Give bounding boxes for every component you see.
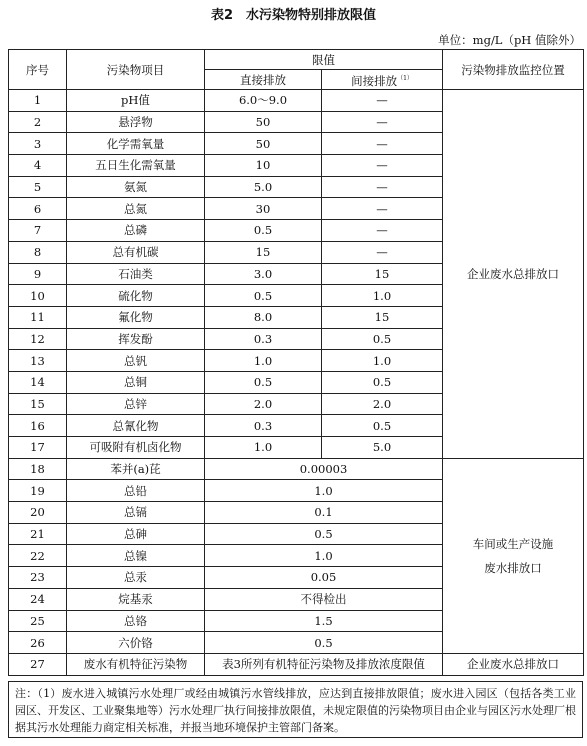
cell-no: 21 xyxy=(9,523,67,545)
cell-value: 0.5 xyxy=(205,632,443,654)
cell-item: 苯并(a)芘 xyxy=(67,458,205,480)
cell-item: 总有机碳 xyxy=(67,241,205,263)
cell-direct: 6.0～9.0 xyxy=(205,90,322,112)
cell-item: 悬浮物 xyxy=(67,111,205,133)
cell-no: 2 xyxy=(9,111,67,133)
cell-value: 1.0 xyxy=(205,480,443,502)
cell-item: 挥发酚 xyxy=(67,328,205,350)
cell-direct: 1.0 xyxy=(205,350,322,372)
cell-direct: 15 xyxy=(205,241,322,263)
cell-direct: 10 xyxy=(205,155,322,177)
header-indirect xyxy=(322,70,443,90)
cell-indirect: 0.5 xyxy=(322,328,443,350)
cell-direct: 8.0 xyxy=(205,306,322,328)
cell-indirect: 2.0 xyxy=(322,393,443,415)
cell-item: 五日生化需氧量 xyxy=(67,155,205,177)
cell-item: 总铬 xyxy=(67,610,205,632)
emission-limits-table xyxy=(8,49,584,676)
cell-direct: 0.5 xyxy=(205,285,322,307)
cell-item: 总氰化物 xyxy=(67,415,205,437)
header-indirect-label: 间接排放 xyxy=(351,73,398,88)
cell-indirect: 1.0 xyxy=(322,285,443,307)
cell-indirect: 0.5 xyxy=(322,415,443,437)
cell-value: 1.5 xyxy=(205,610,443,632)
cell-direct: 50 xyxy=(205,133,322,155)
cell-item: 总磷 xyxy=(67,220,205,242)
cell-indirect: 15 xyxy=(322,263,443,285)
header-row xyxy=(9,50,584,70)
cell-direct: 50 xyxy=(205,111,322,133)
cell-item: 可吸附有机卤化物 xyxy=(67,437,205,459)
cell-item: 总铅 xyxy=(67,480,205,502)
cell-item: 总镉 xyxy=(67,502,205,524)
cell-item: pH值 xyxy=(67,90,205,112)
header-limit: 限值 xyxy=(205,50,443,70)
cell-item: 总砷 xyxy=(67,523,205,545)
cell-no: 4 xyxy=(9,155,67,177)
cell-item: 总镍 xyxy=(67,545,205,567)
table-row xyxy=(9,90,584,112)
cell-no: 11 xyxy=(9,306,67,328)
cell-indirect: — xyxy=(322,198,443,220)
cell-direct: 1.0 xyxy=(205,437,322,459)
cell-item: 总铜 xyxy=(67,371,205,393)
cell-no: 27 xyxy=(9,653,67,675)
unit-label: 单位：mg/L（pH 值除外） xyxy=(438,33,581,47)
cell-no: 6 xyxy=(9,198,67,220)
cell-indirect: — xyxy=(322,155,443,177)
cell-no: 14 xyxy=(9,371,67,393)
cell-no: 17 xyxy=(9,437,67,459)
cell-item: 氨氮 xyxy=(67,176,205,198)
cell-item: 废水有机特征污染物 xyxy=(67,653,205,675)
cell-value: 0.00003 xyxy=(205,458,443,480)
cell-no: 12 xyxy=(9,328,67,350)
cell-no: 19 xyxy=(9,480,67,502)
cell-location-workshop-outlet xyxy=(443,458,584,653)
cell-no: 9 xyxy=(9,263,67,285)
cell-no: 15 xyxy=(9,393,67,415)
cell-item: 石油类 xyxy=(67,263,205,285)
cell-item: 总锌 xyxy=(67,393,205,415)
cell-item: 烷基汞 xyxy=(67,588,205,610)
cell-no: 18 xyxy=(9,458,67,480)
cell-no: 20 xyxy=(9,502,67,524)
cell-no: 23 xyxy=(9,567,67,589)
cell-indirect: — xyxy=(322,90,443,112)
cell-no: 24 xyxy=(9,588,67,610)
cell-item: 化学需氧量 xyxy=(67,133,205,155)
table-title: 表2 水污染物特别排放限值 xyxy=(210,8,377,23)
cell-direct: 30 xyxy=(205,198,322,220)
header-no: 序号 xyxy=(9,50,67,90)
header-direct: 直接排放 xyxy=(205,70,322,90)
cell-no: 22 xyxy=(9,545,67,567)
table-row xyxy=(9,458,584,480)
header-location: 污染物排放监控位置 xyxy=(443,50,584,90)
cell-location: 企业废水总排放口 xyxy=(443,653,584,675)
cell-no: 7 xyxy=(9,220,67,242)
cell-indirect: — xyxy=(322,241,443,263)
cell-no: 1 xyxy=(9,90,67,112)
cell-indirect: — xyxy=(322,133,443,155)
cell-indirect: 0.5 xyxy=(322,371,443,393)
cell-item: 总氮 xyxy=(67,198,205,220)
cell-value: 0.5 xyxy=(205,523,443,545)
cell-direct: 2.0 xyxy=(205,393,322,415)
cell-no: 8 xyxy=(9,241,67,263)
cell-value: 1.0 xyxy=(205,545,443,567)
cell-indirect: 15 xyxy=(322,306,443,328)
cell-no: 10 xyxy=(9,285,67,307)
cell-no: 5 xyxy=(9,176,67,198)
cell-value: 表3所列有机特征污染物及排放浓度限值 xyxy=(205,653,443,675)
cell-indirect: 5.0 xyxy=(322,437,443,459)
footnote: 注：（1）废水进入城镇污水处理厂或经由城镇污水管线排放，应达到直接排放限值；废水进入园区（包括各类工业园区、开发区、工业聚集地等）污水处理厂执行间接排放限值，未规定限值的污染物项目由企业与园区污水处理厂根据其污水处理能力商定相关标准，并报当地环境保护主管部门备案。 xyxy=(8,681,583,738)
cell-item: 总钒 xyxy=(67,350,205,372)
cell-direct: 0.5 xyxy=(205,220,322,242)
cell-no: 13 xyxy=(9,350,67,372)
cell-location-total-outlet: 企业废水总排放口 xyxy=(443,90,584,459)
cell-indirect: — xyxy=(322,176,443,198)
location-line-2: 废水排放口 xyxy=(484,560,542,575)
footnote-marker: （1） xyxy=(397,74,413,82)
cell-value: 0.05 xyxy=(205,567,443,589)
header-item: 污染物项目 xyxy=(67,50,205,90)
cell-item: 硫化物 xyxy=(67,285,205,307)
cell-no: 25 xyxy=(9,610,67,632)
cell-direct: 3.0 xyxy=(205,263,322,285)
cell-value: 不得检出 xyxy=(205,588,443,610)
table-row xyxy=(9,653,584,675)
cell-value: 0.1 xyxy=(205,502,443,524)
cell-no: 3 xyxy=(9,133,67,155)
cell-direct: 0.5 xyxy=(205,371,322,393)
cell-no: 16 xyxy=(9,415,67,437)
cell-item: 氟化物 xyxy=(67,306,205,328)
cell-item: 六价铬 xyxy=(67,632,205,654)
cell-direct: 0.3 xyxy=(205,415,322,437)
cell-direct: 0.3 xyxy=(205,328,322,350)
cell-no: 26 xyxy=(9,632,67,654)
cell-indirect: 1.0 xyxy=(322,350,443,372)
cell-indirect: — xyxy=(322,220,443,242)
location-line-1: 车间或生产设施 xyxy=(472,536,554,551)
cell-direct: 5.0 xyxy=(205,176,322,198)
cell-indirect: — xyxy=(322,111,443,133)
cell-item: 总汞 xyxy=(67,567,205,589)
